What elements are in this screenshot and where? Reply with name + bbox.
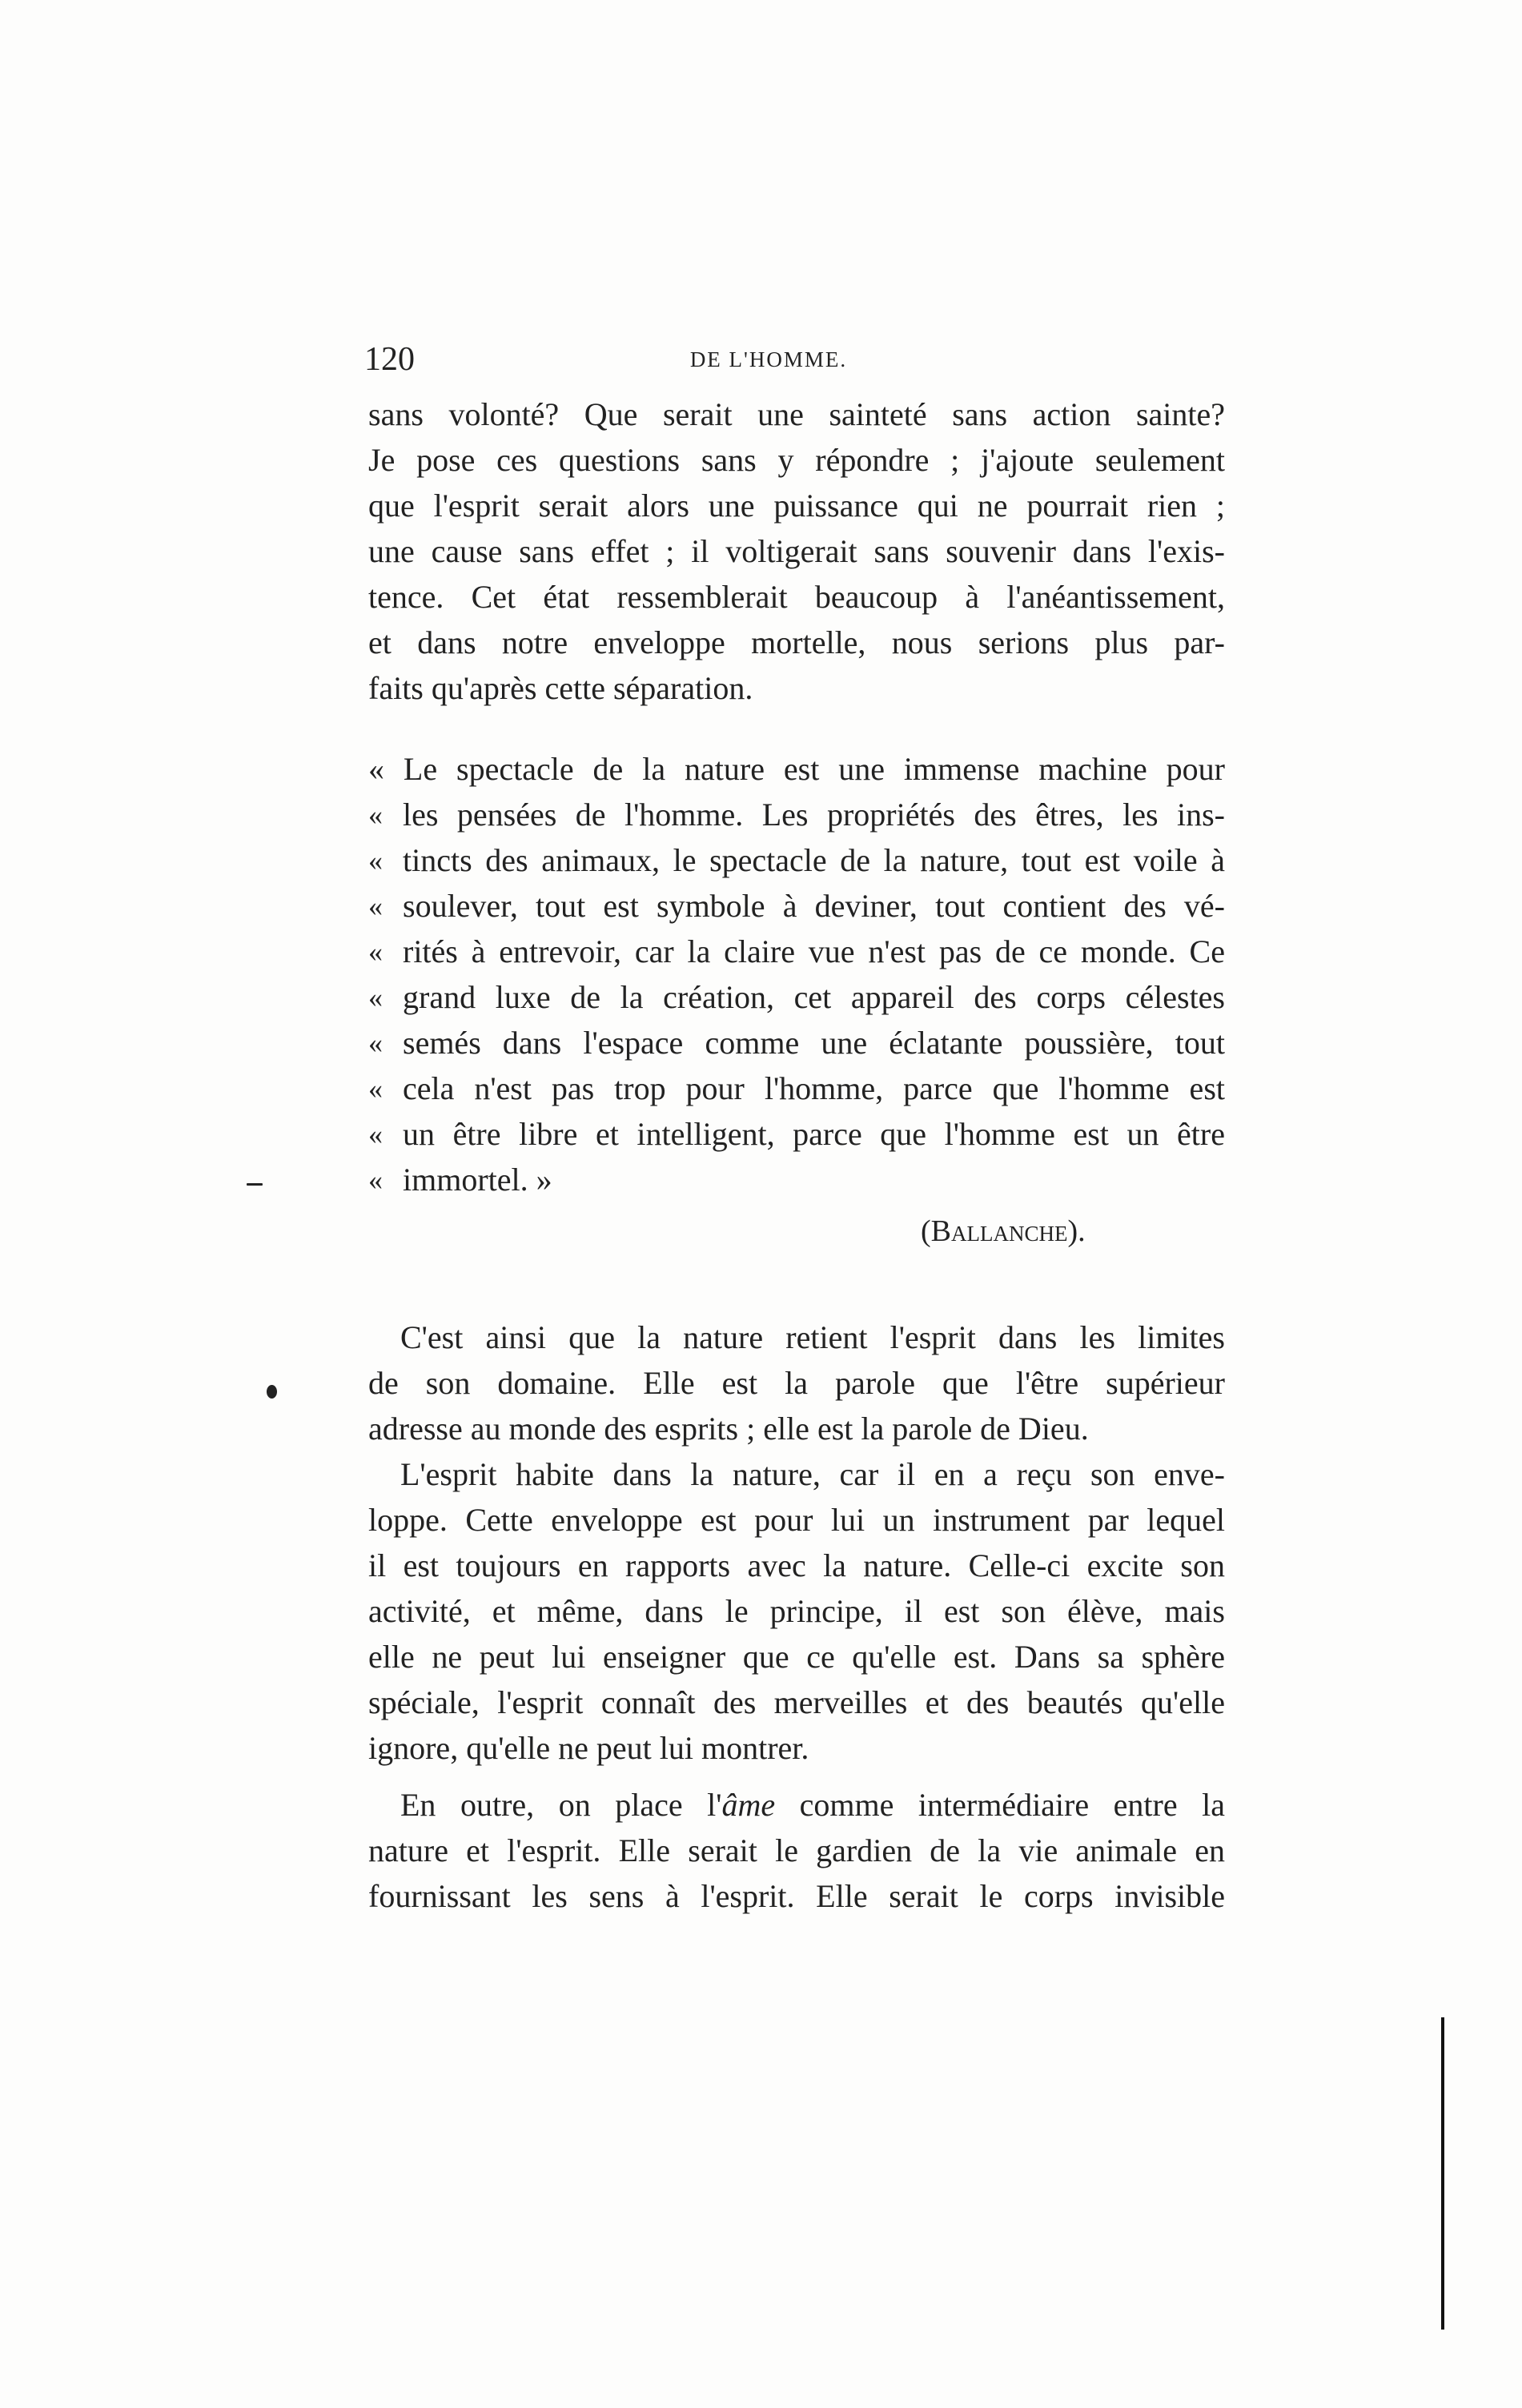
quote-mark: « — [368, 1027, 383, 1059]
text-line: une cause sans effet ; il voltigerait sans souvenir dans l'exis- — [368, 533, 1225, 569]
text-line: sans volonté? Que serait une sainteté sans action sainte? — [368, 396, 1225, 432]
text-line: il est toujours en rapports avec la nature. Celle-ci excite son — [368, 1547, 1225, 1583]
ink-speck — [247, 1183, 263, 1186]
text-line: de son domaine. Elle est la parole que l'être supérieur — [368, 1365, 1225, 1401]
text-line: elle ne peut lui enseigner que ce qu'elle est. Dans sa sphère — [368, 1639, 1225, 1675]
quote-line: grand luxe de la création, cet appareil des corps célestes — [403, 979, 1225, 1015]
text-line: ignore, qu'elle ne peut lui montrer. — [368, 1730, 809, 1766]
text-line: L'esprit habite dans la nature, car il en a reçu son enve- — [400, 1456, 1225, 1492]
running-header — [0, 340, 1522, 379]
text-line: fournissant les sens à l'esprit. Elle serait le corps invisible — [368, 1878, 1225, 1914]
quote-line: un être libre et intelligent, parce que l'homme est un être — [403, 1116, 1225, 1152]
text-line: que l'esprit serait alors une puissance qui ne pourrait rien ; — [368, 488, 1225, 524]
quote-line: rités à entrevoir, car la claire vue n'est pas de ce monde. Ce — [403, 933, 1225, 969]
text-line: nature et l'esprit. Elle serait le gardien de la vie animale en — [368, 1832, 1225, 1868]
quote-mark: « — [368, 1073, 383, 1105]
text-segment: comme intermédiaire entre la — [775, 1787, 1225, 1823]
italic-word: âme — [721, 1787, 776, 1823]
quote-mark: « — [368, 1118, 383, 1150]
quote-attribution: (Ballanche). — [921, 1214, 1086, 1248]
text-line: faits qu'après cette séparation. — [368, 670, 753, 706]
text-line: C'est ainsi que la nature retient l'esprit dans les limites — [400, 1319, 1225, 1355]
quote-mark: « — [368, 890, 383, 922]
text-line: activité, et même, dans le principe, il est son élève, mais — [368, 1593, 1225, 1629]
text-line: Je pose ces questions sans y répondre ; j'ajoute seulement — [368, 442, 1225, 478]
quote-line: cela n'est pas trop pour l'homme, parce que l'homme est — [403, 1070, 1225, 1106]
ink-speck — [267, 1385, 277, 1399]
text-line: spéciale, l'esprit connaît des merveilles et des beautés qu'elle — [368, 1684, 1225, 1720]
quote-line: semés dans l'espace comme une éclatante poussière, tout — [403, 1025, 1225, 1061]
text-line: loppe. Cette enveloppe est pour lui un instrument par lequel — [368, 1502, 1225, 1538]
text-line: et dans notre enveloppe mortelle, nous serions plus par- — [368, 624, 1225, 660]
quote-mark: « — [368, 1164, 383, 1196]
text-segment: En outre, on place l' — [400, 1787, 722, 1823]
quote-mark: « — [368, 799, 383, 831]
text-line — [400, 1783, 1225, 1828]
quote-mark: « — [368, 936, 383, 968]
quote-line: les pensées de l'homme. Les propriétés des êtres, les ins- — [403, 797, 1225, 833]
quote-line: soulever, tout est symbole à deviner, tout contient des vé- — [403, 888, 1225, 924]
quote-line: immortel. » — [403, 1162, 552, 1198]
quote-line: tincts des animaux, le spectacle de la nature, tout est voile à — [403, 842, 1225, 878]
text-line: tence. Cet état ressemblerait beaucoup à l'anéantissement, — [368, 579, 1225, 615]
quote-line: « Le spectacle de la nature est une immense machine pour — [368, 751, 1225, 787]
text-line: adresse au monde des esprits ; elle est la parole de Dieu. — [368, 1411, 1089, 1447]
quote-mark: « — [368, 981, 383, 1013]
page-number: 120 — [364, 341, 415, 378]
scan-edge-line — [1441, 2017, 1444, 2330]
quote-mark: « — [368, 845, 383, 877]
running-title: DE L'HOMME. — [689, 347, 848, 371]
